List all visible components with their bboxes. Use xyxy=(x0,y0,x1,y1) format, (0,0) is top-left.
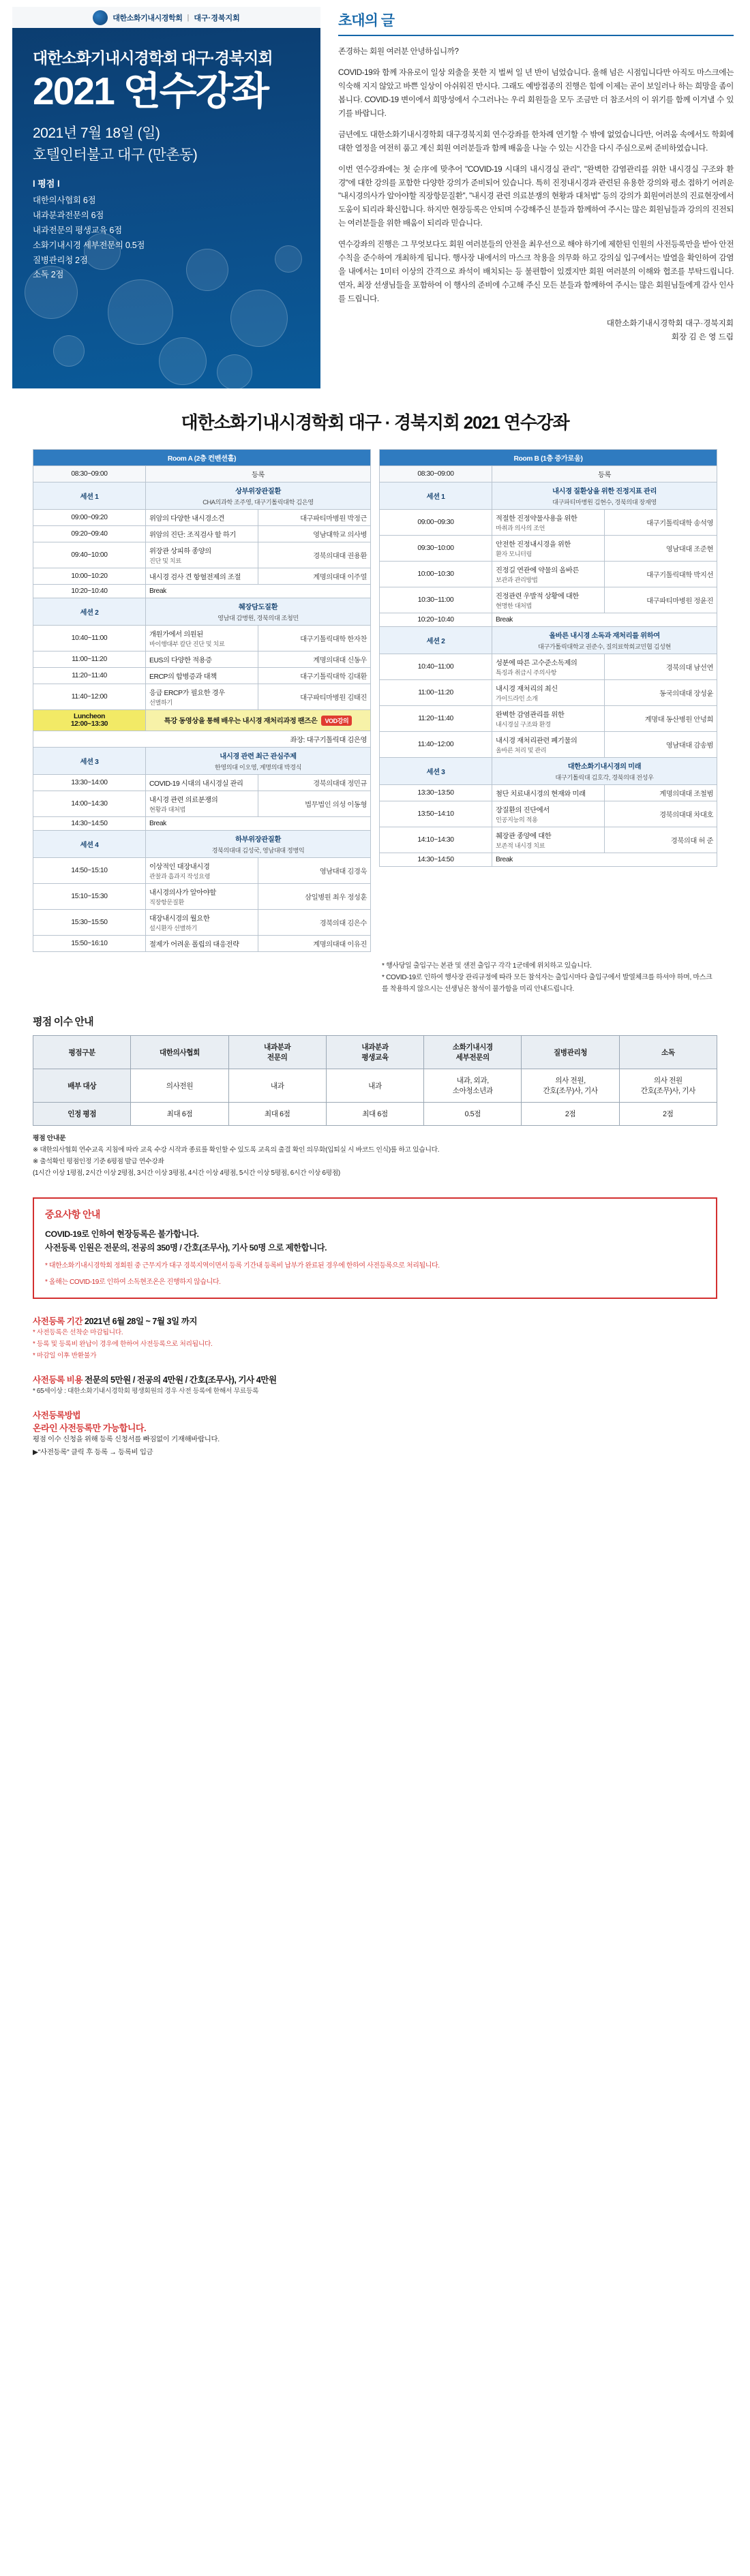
credit-row-label: 배부 대상 xyxy=(33,1069,131,1103)
decor-bubble xyxy=(53,335,85,367)
society-logo xyxy=(12,7,320,28)
speaker-name: 영남대대 김경욱 xyxy=(258,858,371,884)
credit-column-header: 평점구분 xyxy=(33,1036,131,1069)
speaker-name: 경북의대대 권용환 xyxy=(258,542,371,568)
poster-content xyxy=(12,28,320,290)
program-session-header xyxy=(380,627,717,654)
program-room-a xyxy=(33,449,371,952)
lecture-title: 내시경의사가 알아야할 직장항문질환 xyxy=(146,884,258,910)
program-break-row xyxy=(33,585,371,598)
program-registration-row xyxy=(380,466,717,482)
time-cell: 10:40~11:00 xyxy=(380,654,492,680)
list-item: 소화기내시경 세부전문의 0.5점 xyxy=(33,240,145,250)
invitation-paragraph: 연수강좌의 진행은 그 무엇보다도 회원 여러분들의 안전을 최우선으로 해야 하기에 제한된 인원의 사전등록만을 받아 안전 수칙을 준수하여 개최하게 됩니다. 행사장 내에서의 마스크 착용을 의무화 하고 강의실 입구에서는 발열을 확인하여 감염을 내에서는 1미터 이상의 간격으로 좌석이 배치되는 등 불편함이 있겠지만 회원 여러분의 이해와 협조를 부탁드립니다. 연자, 최장 선생님들을 포함하여 이 행사의 준비에 수고해 주신 모든 분들과 함께하여 주시는 많은 회원님들에게 감사 인사를 드립니다. xyxy=(338,240,734,303)
lecture-title: COVID-19 시대의 내시경실 관리 xyxy=(146,775,258,791)
reg-method-online: 온라인 사전등록만 가능합니다. xyxy=(33,1423,147,1434)
time-cell: 10:00~10:20 xyxy=(33,568,146,585)
reg-period-note: * 사전등록은 선착순 마감됩니다. xyxy=(33,1328,123,1336)
time-cell: 11:40~12:00 xyxy=(33,684,146,710)
reg-fee-heading xyxy=(33,1373,717,1385)
credit-cell: 2점 xyxy=(522,1103,619,1126)
session-label: 세션 3 xyxy=(380,758,492,785)
speaker-name: 계명의대대 조철범 xyxy=(605,785,717,801)
program-session-header xyxy=(380,758,717,785)
speaker-name: 대구기톨릭대학 박지선 xyxy=(605,562,717,587)
program-session-header xyxy=(380,482,717,510)
speaker-name: 대구기톨릭대학 송석영 xyxy=(605,510,717,536)
lecture-title: 안전한 진정내시경을 위한 환자 모니터링 xyxy=(492,536,605,562)
time-cell: 11:00~11:20 xyxy=(33,651,146,668)
invitation-title: 초대의 글 xyxy=(338,13,394,29)
time-cell: 15:50~16:10 xyxy=(33,936,146,952)
program-registration-row xyxy=(33,466,371,482)
session-topic: 하부위장관질환 경북의대대 김성국, 영남대대 정병익 xyxy=(146,831,371,858)
invitation-divider xyxy=(338,35,734,36)
credit-cell: 의사 전원 간호(조무)사, 기사 xyxy=(619,1069,717,1103)
program-row xyxy=(33,626,371,651)
poster-place: 호텔인터불고 대구 (만촌동) xyxy=(33,147,198,163)
session-label: 세션 3 xyxy=(33,748,146,775)
program-table-b xyxy=(379,449,717,867)
time-cell: 11:40~12:00 xyxy=(380,732,492,758)
program-row xyxy=(380,706,717,732)
poster-points-list xyxy=(33,194,300,283)
program-room-b xyxy=(379,449,717,952)
lecture-title: 장질환의 진단에서 인공지능의 적용 xyxy=(492,801,605,827)
program-row xyxy=(33,684,371,710)
session-label: 세션 1 xyxy=(380,482,492,510)
time-cell: 13:30~13:50 xyxy=(380,785,492,801)
header-section xyxy=(0,0,750,388)
room-a-header: Room A (2층 컨벤션홀) xyxy=(33,450,371,466)
program-row xyxy=(33,668,371,684)
program-note: * COVID-19로 인하여 행사장 관리규정에 따라 모든 참석자는 출입시마다 출입구에서 발열체크를 하셔야 하며, 마스크를 착용하지 않으시는 선생님은 참석이 불가함을 미리 안내드립니다. xyxy=(382,974,712,993)
time-cell: 09:40~10:00 xyxy=(33,542,146,568)
lecture-title: EUS의 다양한 적용증 xyxy=(146,651,258,668)
credit-note-heading: 평점 안내문 xyxy=(33,1135,66,1142)
luncheon-title: 특강 동영상을 통해 배우는 내시경 재처리과정 팬즈은 VOD강의 xyxy=(146,710,371,731)
list-item: 대한의사협회 6점 xyxy=(33,196,96,205)
reg-period-label: 사전등록 기간 xyxy=(33,1316,82,1326)
program-section xyxy=(0,449,750,952)
time-cell: 11:20~11:40 xyxy=(380,706,492,732)
page-title: 대한소화기내시경학회 대구 · 경북지회 2021 연수강좌 xyxy=(181,412,569,433)
program-row xyxy=(380,680,717,706)
program-row xyxy=(33,526,371,542)
session-label: 세션 4 xyxy=(33,831,146,858)
program-session-header xyxy=(33,598,371,626)
credit-cell: 최대 6점 xyxy=(326,1103,423,1126)
program-break-row xyxy=(33,817,371,831)
important-line: COVID-19로 인하여 현장등록은 불가합니다. xyxy=(45,1229,199,1239)
time-cell: 14:50~15:10 xyxy=(33,858,146,884)
speaker-name: 경북의대대 정민규 xyxy=(258,775,371,791)
lecture-title: 진정관련 우발적 상황에 대한 현명한 대처법 xyxy=(492,587,605,613)
lecture-title: 성분에 따른 고수준소독제의 특징과 취급시 주의사항 xyxy=(492,654,605,680)
time-cell: 13:30~14:00 xyxy=(33,775,146,791)
time-cell: 15:30~15:50 xyxy=(33,910,146,936)
lecture-title: 내시경 검사 견 항혈전제의 조절 xyxy=(146,568,258,585)
time-cell: 15:10~15:30 xyxy=(33,884,146,910)
vod-badge[interactable]: VOD강의 xyxy=(321,716,352,726)
important-sub: * 올해는 COVID-19로 인하여 소독현조온은 진행하지 않습니다. xyxy=(45,1278,221,1286)
registration-label: 등록 xyxy=(492,466,717,482)
speaker-name: 계명의대대 이유진 xyxy=(258,936,371,952)
time-cell: 14:10~14:30 xyxy=(380,827,492,853)
program-session-header xyxy=(33,748,371,775)
program-row xyxy=(33,542,371,568)
invitation-paragraph: COVID-19와 함께 자유로이 일상 외출을 못한 지 벌써 일 년 반이 넘었습니다. 올해 넘은 시점입니다만 아직도 마스크에는 익숙해 지지 않았고 바쁜 일상이 아쉬워진 만시다. 그래도 예방접종의 진행은 힘에 이제는 곧이 보일러나 하는 희망을 좀이 봅니다. COVID-19 변이에서 희망성에서 수그러나는 우리 회원들을 모두 조금만 더 참조서의 이 위기를 함께 이겨낼 수 있기를 바랍니다. xyxy=(338,67,734,118)
credit-column-header: 내과분과 전문의 xyxy=(228,1036,326,1069)
speaker-name: 계명대 동산병원 안녕희 xyxy=(605,706,717,732)
registration-period-block xyxy=(33,1314,717,1362)
speaker-name: 경북의대대 차대호 xyxy=(605,801,717,827)
lecture-title: 위암의 진단: 조직검사 할 하기 xyxy=(146,526,258,542)
luncheon-chair-row xyxy=(33,731,371,748)
program-break-row xyxy=(380,853,717,867)
decor-bubble xyxy=(159,337,207,385)
poster-points-heading: l 평점 l xyxy=(33,179,60,189)
program-row xyxy=(380,654,717,680)
signature-person: 회장 김 은 영 드림 xyxy=(671,332,734,341)
decor-bubble xyxy=(217,354,252,388)
session-label: 세션 1 xyxy=(33,482,146,510)
reg-period-heading xyxy=(33,1314,717,1327)
time-cell: 09:20~09:40 xyxy=(33,526,146,542)
lecture-title: ERCP의 합병증과 대책 xyxy=(146,668,258,684)
credit-cell: 2점 xyxy=(619,1103,717,1126)
break-label: Break xyxy=(146,817,371,831)
speaker-name: 경북의대 허 준 xyxy=(605,827,717,853)
speaker-name: 경북의대 김은수 xyxy=(258,910,371,936)
break-label: Break xyxy=(492,613,717,627)
time-cell: 09:00~09:30 xyxy=(380,510,492,536)
session-topic: 내시경 질환상을 위한 진정지표 관리 대구파티마병원 김현수, 경북의대 장재영 xyxy=(492,482,717,510)
decor-bubble xyxy=(230,290,288,347)
registration-section xyxy=(0,1299,750,1498)
time-cell: 14:00~14:30 xyxy=(33,791,146,817)
registration-method-block xyxy=(33,1408,717,1459)
program-table-a xyxy=(33,449,371,952)
speaker-name: 영남대대 조준현 xyxy=(605,536,717,562)
speaker-name: 삼일병원 최우 정성훈 xyxy=(258,884,371,910)
program-note: * 행사당일 출입구는 본관 및 샌전 출입구 각각 1군데에 위치하고 있습니다. xyxy=(382,962,592,970)
program-row xyxy=(380,801,717,827)
program-notes xyxy=(0,952,750,995)
program-row xyxy=(380,732,717,758)
credit-cell: 내과 xyxy=(228,1069,326,1103)
credit-notes xyxy=(33,1133,717,1180)
lecture-title: 첨단 치료내시경의 현재와 미래 xyxy=(492,785,605,801)
speaker-name: 계명의대대 이주열 xyxy=(258,568,371,585)
program-luncheon-row xyxy=(33,710,371,731)
time-cell: 11:00~11:20 xyxy=(380,680,492,706)
poster-society-line: 대한소화기내시경학회 대구·경북지회 xyxy=(33,49,273,67)
credit-note-line: (1시간 이상 1평점, 2시간 이상 2평점, 3시간 이상 3평점, 4시간 이상 4평점, 5시간 이상 5평점, 6시간 이상 6평점) xyxy=(33,1169,340,1178)
credit-cell: 내과, 외과, 소아청소년과 xyxy=(424,1069,522,1103)
credit-column-header: 내과분과 평생교육 xyxy=(326,1036,423,1069)
lecture-title: 대장내시경의 월요한 설시환자 선별하기 xyxy=(146,910,258,936)
invitation-paragraph: 이번 연수강좌에는 첫 순序에 맞추어 "COVID-19 시대의 내시경실 관리", "완벽한 감염관리를 위한 내시경실 구조와 환경"에 대한 강의를 포함한 다양한 강의가 준비되어 있습니다. 특히 진정내시경과 관련된 유용한 강의와 평소 접하기 어려운 "내시경의사가 알아야할 직장항문질환", "내시경 관련 의료분쟁의 현황과 대처법" 등의 강의가 회원여러분의 진료현장에서 도움이 되리라 확신합니다. 하지만 현장등록은 안되며 수강해주신 분들과 함께하여 주시는 많은 회원님들과 강의의 진전되는 여러분들을 위한 배움이 되리라 믿습니다. xyxy=(338,164,734,228)
logo-sub-text: 대구·경북지회 xyxy=(194,14,240,22)
lecture-title: 내시경 재처리관련 폐기물의 올바른 처리 및 관리 xyxy=(492,732,605,758)
speaker-name: 법무법인 의성 이동형 xyxy=(258,791,371,817)
important-line: 사전등록 인원은 전문의, 전공의 350명 / 간호(조무사), 기사 50명 으로 제한합니다. xyxy=(45,1243,327,1253)
session-topic: 상부위장관질환 CHA의과학 조주영, 대구기톨릭대학 김은영 xyxy=(146,482,371,510)
invitation-paragraph: 존경하는 회원 여러분 안녕하십니까? xyxy=(338,47,459,56)
break-label: Break xyxy=(146,585,371,598)
credit-cell: 의사 전원, 간호(조무)사, 기사 xyxy=(522,1069,619,1103)
program-row xyxy=(33,568,371,585)
credit-cell: 내과 xyxy=(326,1069,423,1103)
lecture-title: 응급 ERCP가 필요한 경우 선별하기 xyxy=(146,684,258,710)
program-session-header xyxy=(33,482,371,510)
list-item: 내과분과전문의 6점 xyxy=(33,210,104,220)
luncheon-time: Luncheon 12:00~13:30 xyxy=(33,710,146,731)
speaker-name: 대구기톨릭대학 김대환 xyxy=(258,668,371,684)
list-item: 질병관리청 2점 xyxy=(33,255,88,265)
speaker-name: 영남대학교 의사병 xyxy=(258,526,371,542)
event-poster xyxy=(12,7,320,388)
credit-cell: 의사전원 xyxy=(131,1069,228,1103)
lecture-title: 적절한 진정약물사용을 위한 마취과 의사의 조언 xyxy=(492,510,605,536)
reg-fee-note: * 65세이상 : 대한소화기내시경학회 평생회원의 경우 사전 등록에 한해서 무료등록 xyxy=(33,1387,259,1395)
time-cell: 10:00~10:30 xyxy=(380,562,492,587)
credit-column-header: 소화기내시경 세부전문의 xyxy=(424,1036,522,1069)
credit-column-header: 소독 xyxy=(619,1036,717,1069)
time-cell: 09:30~10:00 xyxy=(380,536,492,562)
list-item: 소독 2점 xyxy=(33,270,64,280)
invitation-section xyxy=(333,7,738,388)
session-topic: 올바른 내시경 소독과 재처리를 위하여 대구가톨릭대학교 권준수, 질의료학회교민협 김성현 xyxy=(492,627,717,654)
reg-period-note: * 등록 및 등록비 완납이 경우에 한하여 사전등록으로 처리됩니다. xyxy=(33,1340,213,1348)
session-label: 세션 2 xyxy=(380,627,492,654)
program-row xyxy=(380,536,717,562)
session-topic: 내시경 관련 최근 관심주제 한영의대 이오영, 계명의대 박경식 xyxy=(146,748,371,775)
reg-period-value: 2021년 6월 28일 ~ 7월 3일 까지 xyxy=(85,1316,198,1326)
time-cell: 14:30~14:50 xyxy=(33,817,146,831)
time-cell: 14:30~14:50 xyxy=(380,853,492,867)
program-row xyxy=(380,785,717,801)
program-row xyxy=(380,510,717,536)
time-cell: 10:40~11:00 xyxy=(33,626,146,651)
credit-note-line: ※ 출석확인 평점인정 기준 6평점 발급 연수강좌 xyxy=(33,1158,164,1166)
lecture-title: 완벽한 감염관리를 위한 내시경실 구조와 환경 xyxy=(492,706,605,732)
program-row xyxy=(33,510,371,526)
reg-fee-label: 사전등록 비용 xyxy=(33,1375,82,1385)
lecture-title: 개원가에서 의원된 바이행대부 칼단 진단 및 치료 xyxy=(146,626,258,651)
program-session-header xyxy=(33,831,371,858)
speaker-name: 대구파티마병원 김태진 xyxy=(258,684,371,710)
chair-label: 좌장: 대구기톨릭대 김은영 xyxy=(33,731,371,748)
speaker-name: 대구기톨릭대학 한자찬 xyxy=(258,626,371,651)
lecture-title: 췌장관 종양에 대한 보존적 내시경 치료 xyxy=(492,827,605,853)
session-topic: 췌장담도질환 영남대 감병원, 경북의대 조청민 xyxy=(146,598,371,626)
reg-method-steps[interactable]: ▶"사전등록" 클릭 후 등록 → 등록비 입금 xyxy=(33,1448,153,1456)
speaker-name: 영남대대 감송범 xyxy=(605,732,717,758)
lecture-title: 진정길 연관에 약물의 올바른 보관과 관리방법 xyxy=(492,562,605,587)
reg-method-note: 평점 이수 신청을 위해 등록 신청서를 빠짐없이 기재해바랍니다. xyxy=(33,1436,220,1444)
program-row xyxy=(380,827,717,853)
time-cell: 13:50~14:10 xyxy=(380,801,492,827)
program-row xyxy=(33,775,371,791)
session-topic: 대한소화기내시경의 미래 대구기톨릭대 김호각, 경북의대 전성우 xyxy=(492,758,717,785)
credit-cell: 최대 6점 xyxy=(131,1103,228,1126)
program-row xyxy=(33,936,371,952)
poster-year-title: 2021 연수강좌 xyxy=(33,70,268,113)
registration-label: 등록 xyxy=(146,466,371,482)
credit-cell: 최대 6점 xyxy=(228,1103,326,1126)
poster-date: 2021년 7월 18일 (일) xyxy=(33,125,160,141)
reg-fee-value: 전문의 5만원 / 전공의 4만원 / 간호(조무사), 기사 4만원 xyxy=(85,1375,277,1385)
table-row xyxy=(33,1103,717,1126)
speaker-name: 계명의대대 신동우 xyxy=(258,651,371,668)
lecture-title: 위암의 다양한 내시경소견 xyxy=(146,510,258,526)
program-break-row xyxy=(380,613,717,627)
credit-column-header: 질병관리청 xyxy=(522,1036,619,1069)
room-b-header: Room B (1층 증가로움) xyxy=(380,450,717,466)
program-row xyxy=(380,562,717,587)
speaker-name: 경북의대 남선연 xyxy=(605,654,717,680)
credit-row-label: 인정 평점 xyxy=(33,1103,131,1126)
time-cell: 10:20~10:40 xyxy=(33,585,146,598)
program-row xyxy=(33,910,371,936)
table-row xyxy=(33,1069,717,1103)
credit-title: 평점 이수 안내 xyxy=(33,1016,93,1028)
lecture-title: 절제가 어려운 폴립의 대응전략 xyxy=(146,936,258,952)
time-cell: 10:30~11:00 xyxy=(380,587,492,613)
credit-table xyxy=(33,1035,717,1126)
credit-section xyxy=(0,995,750,1180)
session-label: 세션 2 xyxy=(33,598,146,626)
time-cell: 10:20~10:40 xyxy=(380,613,492,627)
signature-org: 대한소화기내시경학회 대구·경북지회 xyxy=(606,318,734,328)
logo-divider: | xyxy=(187,14,190,22)
reg-method-label: 사전등록방법 xyxy=(33,1411,80,1421)
time-cell: 08:30~09:00 xyxy=(380,466,492,482)
important-notice-box xyxy=(33,1197,717,1299)
time-cell: 11:20~11:40 xyxy=(33,668,146,684)
important-title: 중요사항 안내 xyxy=(45,1208,100,1220)
important-sub: * 대한소화기내시경학회 정회원 중 근무지가 대구 경북지역이면서 등록 기간내 등록비 납부가 완료된 경우에 한하여 사전등록으로 처리됩니다. xyxy=(45,1261,440,1270)
program-row xyxy=(33,858,371,884)
speaker-name: 대구파티마병원 박정근 xyxy=(258,510,371,526)
invitation-paragraph: 금년에도 대한소화기내시경학회 대구경북지회 연수강좌를 한차례 연기할 수 밖에 없었습니다만, 어려움 속에서도 학회에 대한 열정을 여전히 품고 계신 회원 여러분들과 함께 배움을 나눌 수 있는 시간을 다시 주심으로써 준비하였습니다. xyxy=(338,129,734,153)
program-row xyxy=(380,587,717,613)
list-item: 내과전문의 평생교육 6점 xyxy=(33,225,122,235)
credit-cell: 0.5점 xyxy=(424,1103,522,1126)
time-cell: 09:00~09:20 xyxy=(33,510,146,526)
registration-fee-block xyxy=(33,1373,717,1397)
credit-note-line: ※ 대한의사협회 연수교육 지침에 따라 교육 수강 시작과 종료를 확인할 수 있도록 교육의 출결 확인 의무화(입퇴실 시 바코드 인식)를 하고 있습니다. xyxy=(33,1146,440,1154)
program-row xyxy=(33,651,371,668)
lecture-title: 위장관 상피하 종양의 진단 및 치료 xyxy=(146,542,258,568)
logo-main-text: 대한소화기내시경학회 xyxy=(112,14,183,22)
speaker-name: 대구파티마병원 정윤진 xyxy=(605,587,717,613)
program-row xyxy=(33,884,371,910)
invitation-signature xyxy=(338,317,734,343)
program-row xyxy=(33,791,371,817)
society-emblem-icon xyxy=(93,10,108,25)
credit-column-header: 대한의사협회 xyxy=(131,1036,228,1069)
lecture-title: 이상적인 대장내시경 관찰과 흡과지 작성요령 xyxy=(146,858,258,884)
time-cell: 08:30~09:00 xyxy=(33,466,146,482)
lecture-title: 내시경 재처리의 최신 가이드라인 소개 xyxy=(492,680,605,706)
lecture-title: 내시경 관련 의료분쟁의 현황과 대처법 xyxy=(146,791,258,817)
speaker-name: 동국의대대 장성윤 xyxy=(605,680,717,706)
reg-period-note: * 마감일 이후 반환불가 xyxy=(33,1351,97,1360)
break-label: Break xyxy=(492,853,717,867)
